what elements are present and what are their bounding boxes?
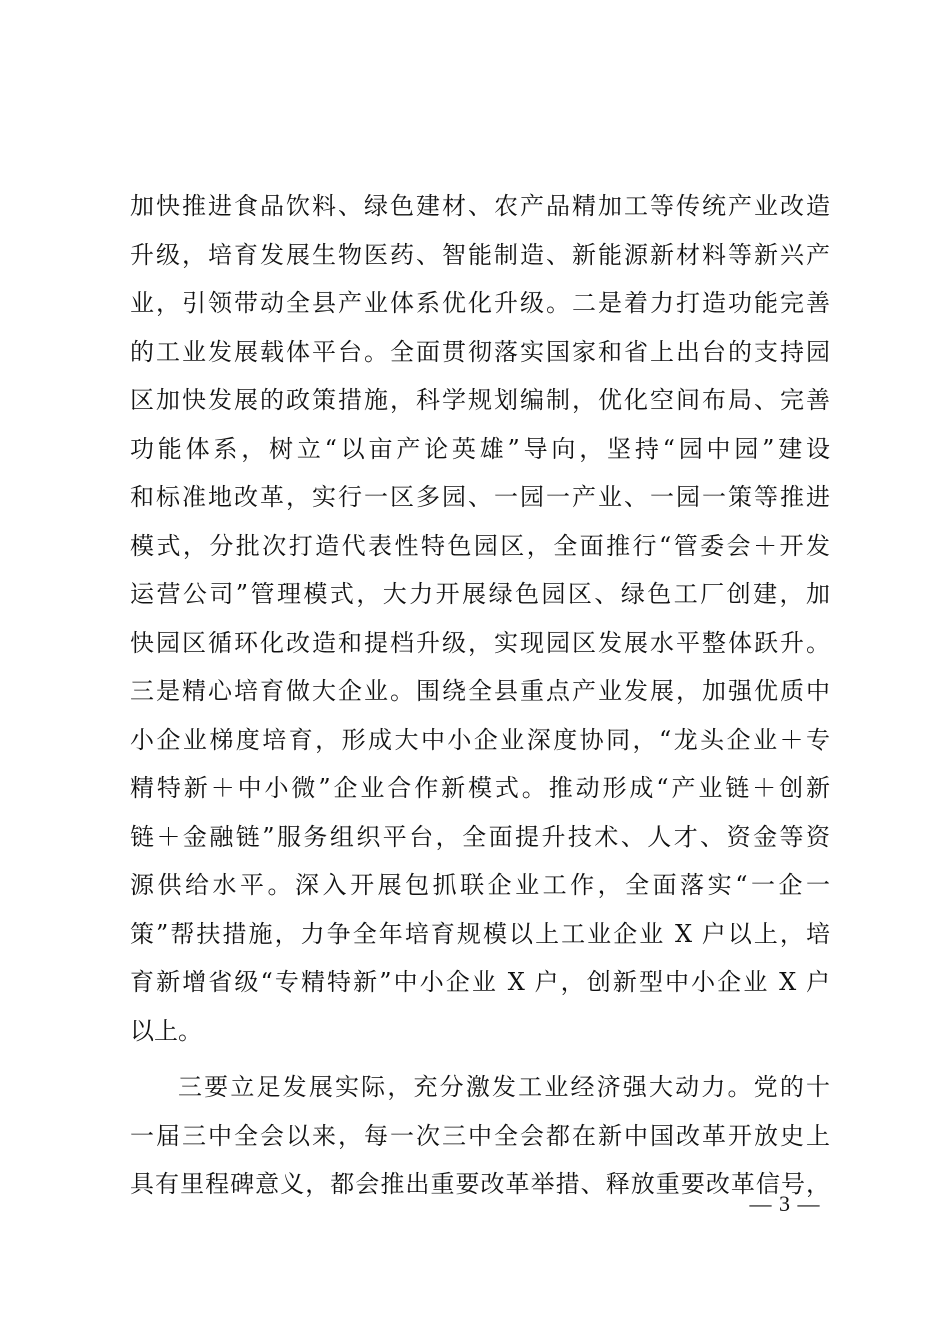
text-line: 育新增省级“专精特新”中小企业 X 户，创新型中小企业 X 户 xyxy=(130,968,830,996)
paragraph-gap xyxy=(130,1055,830,1063)
text-line: 的工业发展载体平台。全面贯彻落实国家和省上出台的支持园 xyxy=(130,337,830,366)
text-line: 功能体系，树立“以亩产论英雄”导向，坚持“园中园”建设 xyxy=(130,434,830,463)
text-line: 具有里程碑意义，都会推出重要改革举措、释放重要改革信号， xyxy=(130,1170,830,1198)
text-line: 运营公司”管理模式，大力开展绿色园区、绿色工厂创建，加 xyxy=(130,580,830,608)
text-line: 精特新＋中小微”企业合作新模式。推动形成“产业链＋创新 xyxy=(130,774,830,802)
text-line: 链＋金融链”服务组织平台，全面提升技术、人才、资金等资 xyxy=(130,822,830,851)
text-line: 源供给水平。深入开展包抓联企业工作，全面落实“一企一 xyxy=(130,871,830,899)
text-line: 一届三中全会以来，每一次三中全会都在新中国改革开放史上 xyxy=(130,1121,830,1150)
text-line: 三是精心培育做大企业。围绕全县重点产业发展，加强优质中 xyxy=(130,677,830,705)
text-line: 三要立足发展实际，充分激发工业经济强大动力。党的十 xyxy=(178,1073,830,1101)
text-line: 小企业梯度培育，形成大中小企业深度协同，“龙头企业＋专 xyxy=(130,725,830,754)
page-number: — 3 — xyxy=(749,1191,821,1216)
text-line: 和标准地改革，实行一区多园、一园一产业、一园一策等推进 xyxy=(130,483,830,511)
text-line: 业，引领带动全县产业体系优化升级。二是着力打造功能完善 xyxy=(130,289,830,317)
body-text xyxy=(130,182,830,1209)
text-line: 模式，分批次打造代表性特色园区，全面推行“管委会＋开发 xyxy=(130,531,830,560)
text-line: 快园区循环化改造和提档升级，实现园区发展水平整体跃升。 xyxy=(130,628,830,657)
text-line: 加快推进食品饮料、绿色建材、农产品精加工等传统产业改造 xyxy=(130,192,830,220)
text-line: 区加快发展的政策措施，科学规划编制，优化空间布局、完善 xyxy=(130,386,830,414)
text-line: 升级，培育发展生物医药、智能制造、新能源新材料等新兴产 xyxy=(130,240,830,269)
text-line: 策”帮扶措施，力争全年培育规模以上工业企业 X 户以上，培 xyxy=(130,919,830,948)
text-line: 以上。 xyxy=(130,1016,202,1045)
